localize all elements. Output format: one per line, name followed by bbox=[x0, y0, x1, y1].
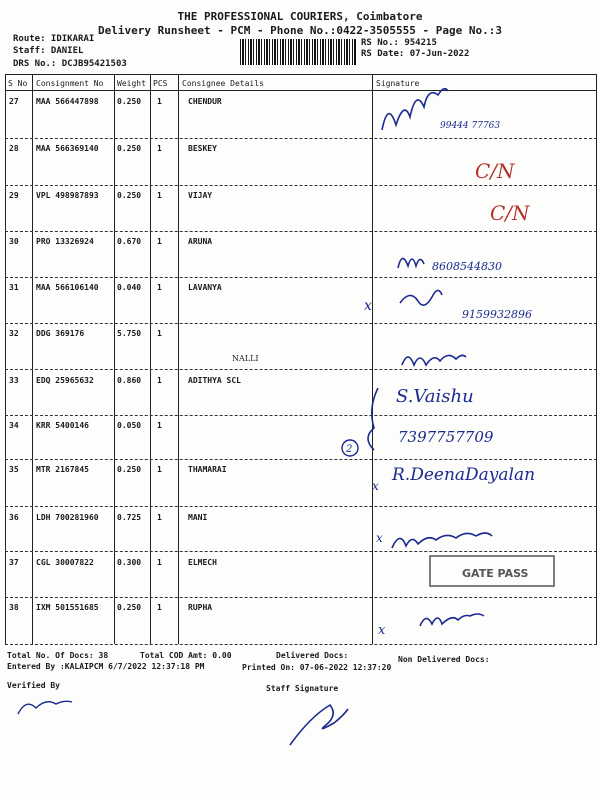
row-consignee: MANI bbox=[188, 513, 208, 522]
row-consignment: MAA 566447898 bbox=[36, 97, 99, 106]
col-header-consignment: Consignment No bbox=[36, 79, 104, 88]
row-weight: 0.250 bbox=[117, 603, 142, 612]
cross-mark: x bbox=[376, 531, 383, 545]
row-consignee: ELMECH bbox=[188, 558, 217, 567]
company-title: THE PROFESSIONAL COURIERS, Coimbatore bbox=[177, 10, 423, 23]
signature-scribble bbox=[402, 355, 466, 365]
verified-by-label: Verified By bbox=[7, 681, 60, 690]
row-weight: 0.040 bbox=[117, 283, 142, 292]
row-consignee: VIJAY bbox=[188, 191, 213, 200]
row-sno: 38 bbox=[9, 603, 19, 612]
row-pcs: 1 bbox=[157, 191, 162, 200]
row-consignment: CGL 30007822 bbox=[36, 558, 94, 567]
row-consignee: LAVANYA bbox=[188, 283, 222, 292]
col-header-weight: Weight bbox=[117, 79, 146, 88]
row-pcs: 1 bbox=[157, 237, 162, 246]
cross-mark: x bbox=[378, 623, 386, 638]
row-sno: 28 bbox=[9, 144, 19, 153]
signature-scribble bbox=[420, 614, 484, 626]
signature-scribble bbox=[382, 89, 448, 130]
cn-mark: C/N bbox=[490, 201, 530, 225]
circle-number: 2 bbox=[346, 444, 353, 455]
signature-scribble bbox=[400, 290, 442, 305]
row-pcs: 1 bbox=[157, 603, 162, 612]
total-cod: Total COD Amt: 0.00 bbox=[140, 651, 232, 660]
row-pcs: 1 bbox=[157, 329, 162, 338]
row-pcs: 1 bbox=[157, 376, 162, 385]
brace-mark bbox=[368, 388, 378, 450]
signature-note: 99444 77763 bbox=[440, 121, 501, 131]
row-consignee: ADITHYA SCL bbox=[188, 376, 241, 385]
row-weight: 0.250 bbox=[117, 191, 142, 200]
row-weight: 0.250 bbox=[117, 465, 142, 474]
row-consignment: MAA 566106140 bbox=[36, 283, 99, 292]
consignee-name-handwritten: S.Vaishu bbox=[396, 386, 474, 407]
row-consignment: MAA 566369140 bbox=[36, 144, 99, 153]
row-consignee: THAMARAI bbox=[188, 465, 227, 474]
row-consignee: RUPHA bbox=[188, 603, 213, 612]
row-consignee: BESKEY bbox=[188, 144, 217, 153]
row-sno: 27 bbox=[9, 97, 19, 106]
row-sno: 33 bbox=[9, 376, 19, 385]
row-sno: 37 bbox=[9, 558, 19, 567]
entered-by: Entered By :KALAIPCM 6/7/2022 12:37:18 PM bbox=[7, 662, 205, 671]
col-header-consignee: Consignee Details bbox=[182, 79, 264, 88]
row-pcs: 1 bbox=[157, 421, 162, 430]
row-weight: 0.250 bbox=[117, 97, 142, 106]
phone-number: 9159932896 bbox=[462, 308, 532, 321]
total-docs: Total No. Of Docs: 38 bbox=[7, 651, 109, 660]
drs-label: DRS No.: DCJB95421503 bbox=[13, 59, 127, 69]
cn-mark: C/N bbox=[475, 159, 515, 183]
row-sno: 35 bbox=[9, 465, 19, 474]
row-weight: 0.725 bbox=[117, 513, 142, 522]
col-header-signature: Signature bbox=[376, 79, 420, 88]
row-consignee: CHENDUR bbox=[188, 97, 222, 106]
printed-on: Printed On: 07-06-2022 12:37:20 bbox=[242, 663, 392, 672]
col-header-sno: S No bbox=[8, 79, 28, 88]
non-delivered-docs: Non Delivered Docs: bbox=[398, 655, 490, 664]
row-consignment: KRR 5400146 bbox=[36, 421, 89, 430]
row-consignment: DDG 369176 bbox=[36, 329, 85, 338]
delivered-docs: Delivered Docs: bbox=[276, 651, 349, 660]
row-consignment: PRO 13326924 bbox=[36, 237, 94, 246]
col-header-pcs: PCS bbox=[153, 79, 168, 88]
route-label: Route: IDIKARAI bbox=[13, 34, 95, 44]
signature-scribble bbox=[398, 258, 424, 268]
phone-number: 8608544830 bbox=[432, 260, 502, 273]
nalli-note: NALLI bbox=[232, 354, 259, 363]
runsheet-title: Delivery Runsheet - PCM - Phone No.:0422-3505555 - Page No.:3 bbox=[98, 24, 502, 37]
verified-signature bbox=[18, 701, 72, 714]
row-consignment: EDQ 25965632 bbox=[36, 376, 94, 385]
row-sno: 30 bbox=[9, 237, 19, 246]
row-sno: 32 bbox=[9, 329, 19, 338]
row-consignment: IXM 501551685 bbox=[36, 603, 99, 612]
consignee-name-handwritten: R.DeenaDayalan bbox=[392, 465, 536, 485]
cross-mark: x bbox=[364, 298, 372, 314]
row-consignment: VPL 498987893 bbox=[36, 191, 99, 200]
rs-date: RS Date: 07-Jun-2022 bbox=[361, 49, 470, 59]
row-weight: 0.250 bbox=[117, 144, 142, 153]
cross-mark: x bbox=[372, 479, 379, 493]
signature-scribble bbox=[392, 533, 492, 548]
row-sno: 34 bbox=[9, 421, 19, 430]
row-pcs: 1 bbox=[157, 97, 162, 106]
staff-signature-label: Staff Signature bbox=[266, 684, 339, 693]
row-weight: 0.300 bbox=[117, 558, 142, 567]
rs-number: RS No.: 954215 bbox=[361, 38, 437, 48]
staff-label: Staff: DANIEL bbox=[13, 46, 84, 56]
row-weight: 0.670 bbox=[117, 237, 142, 246]
gate-pass-text: GATE PASS bbox=[462, 567, 529, 580]
row-sno: 36 bbox=[9, 513, 19, 522]
row-consignment: LDH 700281960 bbox=[36, 513, 99, 522]
row-consignment: MTR 2167845 bbox=[36, 465, 89, 474]
row-consignee: ARUNA bbox=[188, 237, 213, 246]
phone-number: 7397757709 bbox=[398, 428, 494, 446]
row-pcs: 1 bbox=[157, 558, 162, 567]
row-sno: 31 bbox=[9, 283, 19, 292]
row-pcs: 1 bbox=[157, 513, 162, 522]
row-sno: 29 bbox=[9, 191, 19, 200]
row-pcs: 1 bbox=[157, 283, 162, 292]
row-pcs: 1 bbox=[157, 465, 162, 474]
row-weight: 0.050 bbox=[117, 421, 142, 430]
row-weight: 0.860 bbox=[117, 376, 142, 385]
staff-signature bbox=[290, 705, 348, 745]
row-pcs: 1 bbox=[157, 144, 162, 153]
row-weight: 5.750 bbox=[117, 329, 142, 338]
